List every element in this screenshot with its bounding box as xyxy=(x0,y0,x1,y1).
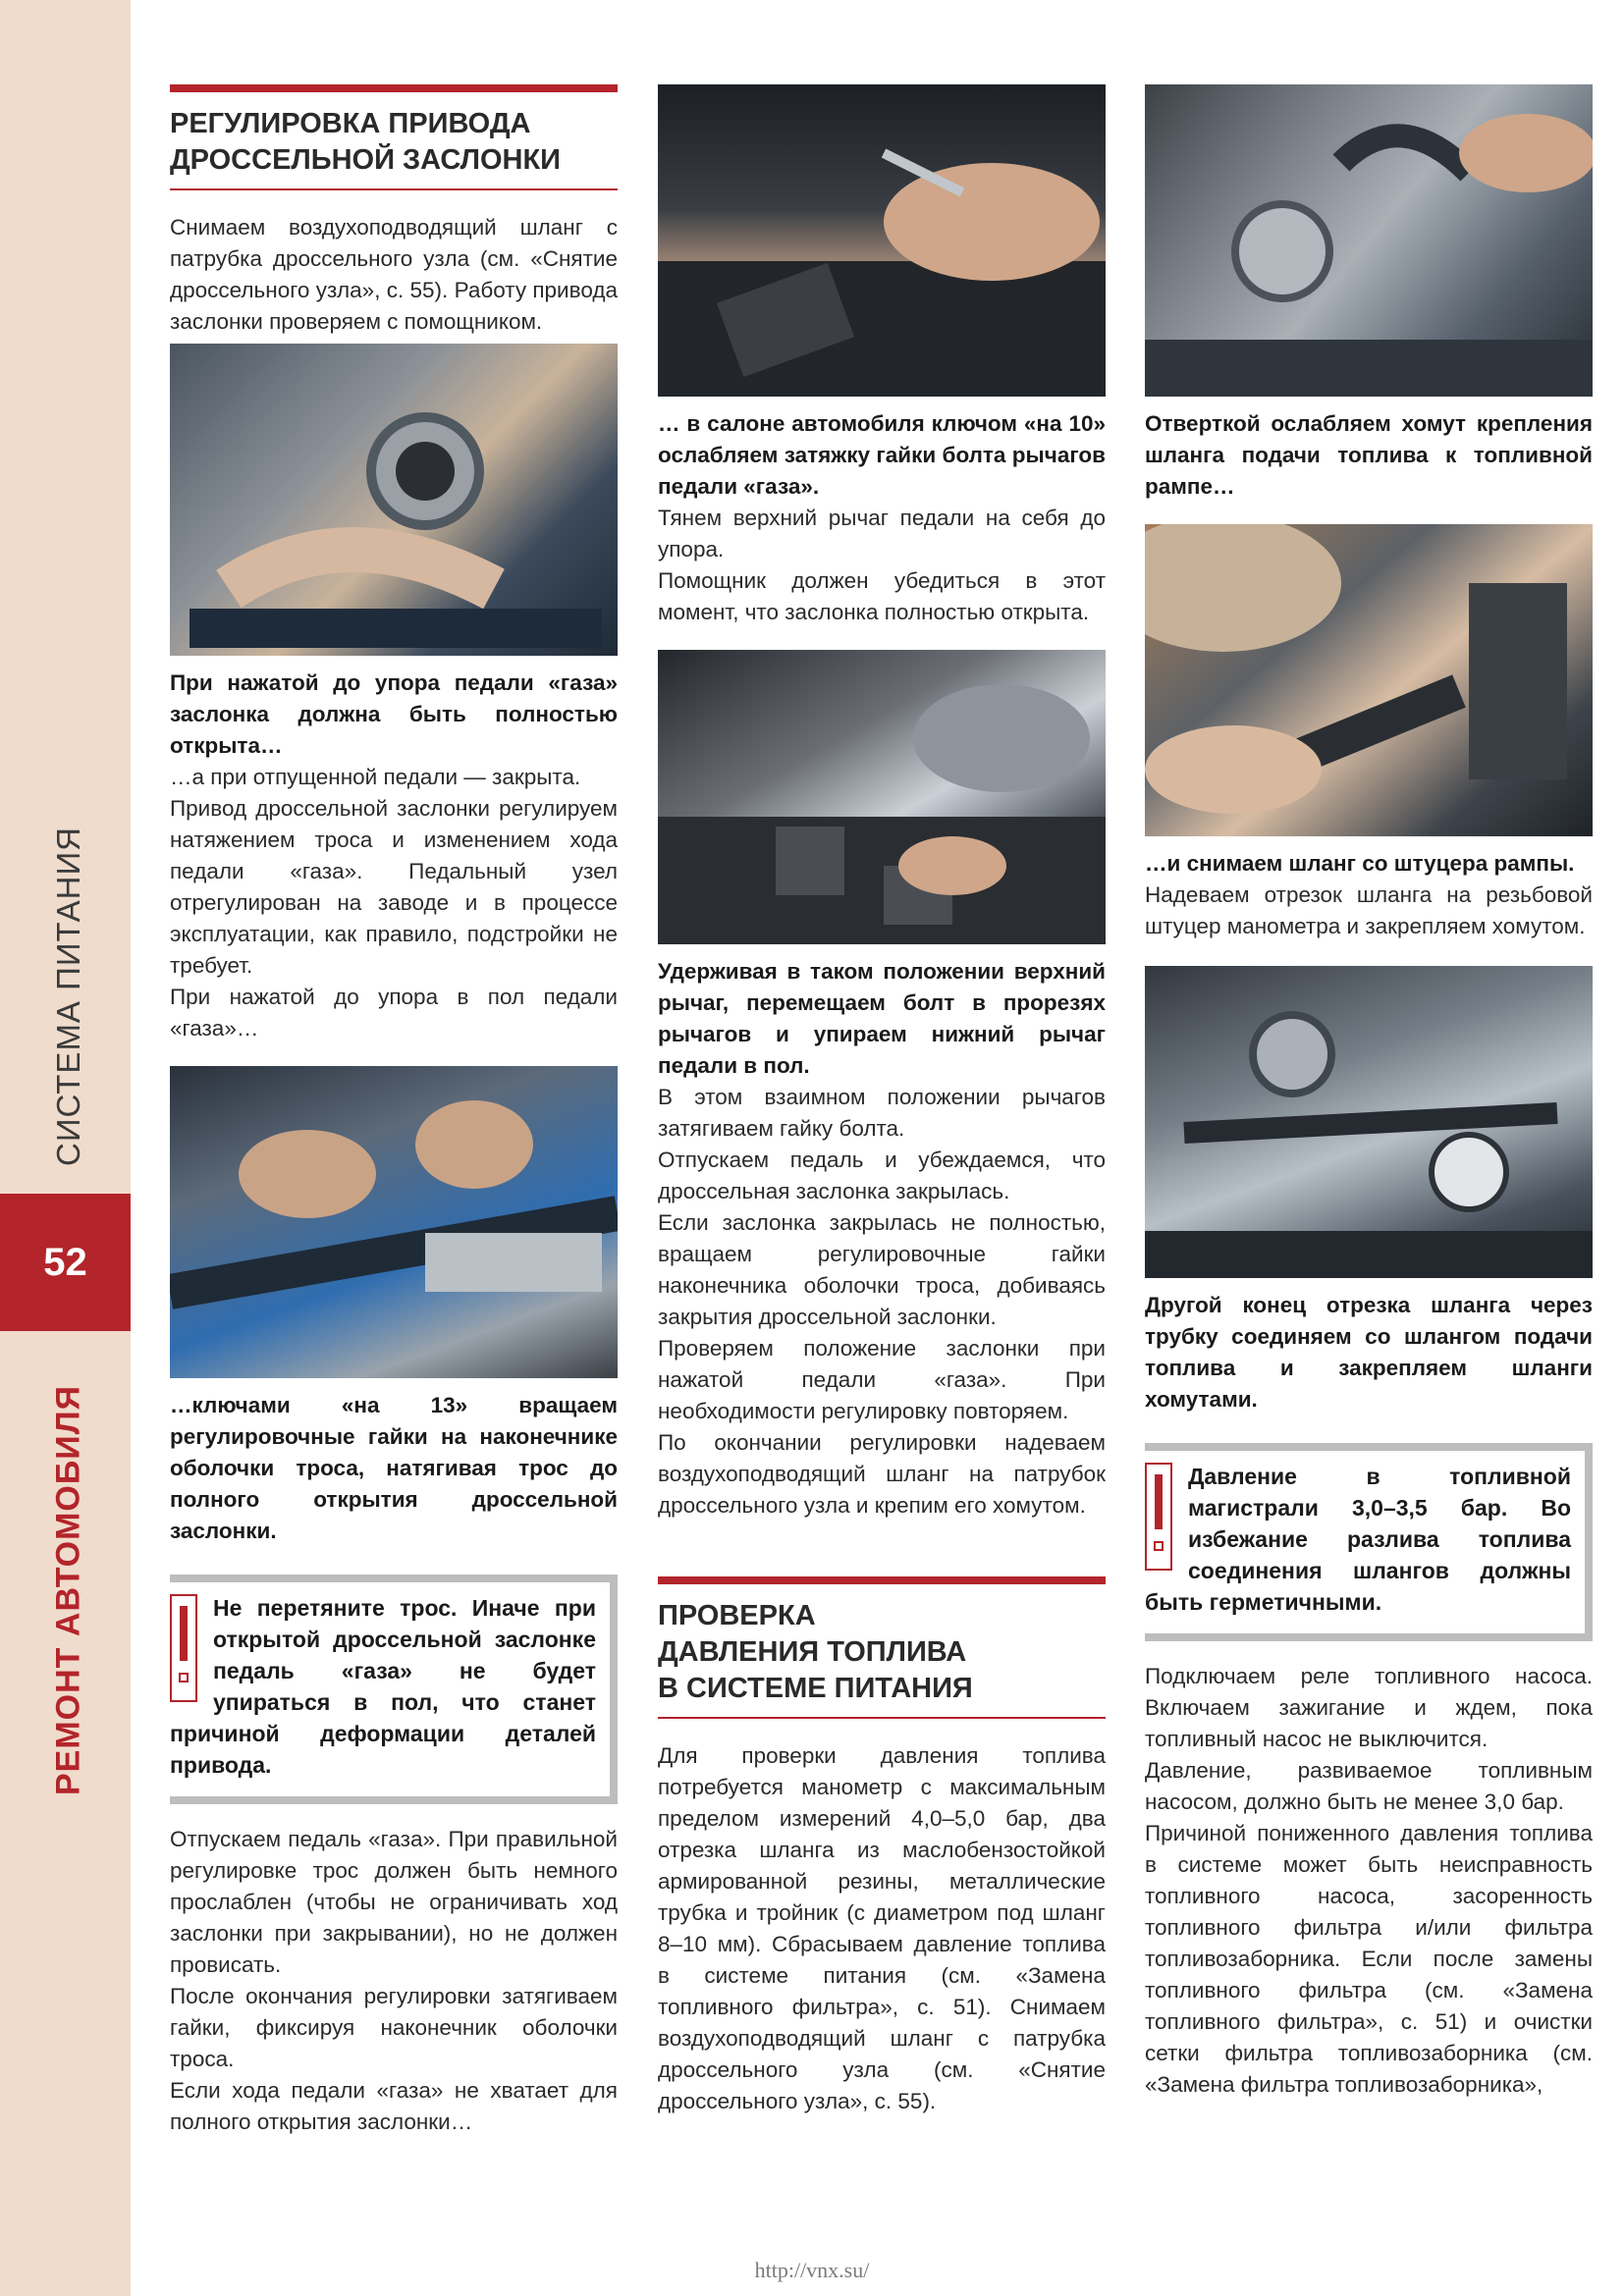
footer-url[interactable]: http://vnx.su/ xyxy=(754,2258,870,2282)
intro-text: Снимаем воздухоподводящий шланг с патрубка дроссельного узла (см. «Снятие дроссельного узла», с. 55). Работу привода заслонки проверяем с помощником. xyxy=(170,215,618,334)
photo-cable-adjust xyxy=(170,1066,618,1378)
caption-text: При нажатой до упора в пол педали «газа»… xyxy=(170,985,618,1041)
heading-throttle xyxy=(170,84,618,190)
caption-hold-lever: Удерживая в таком положении верхний рычаг, перемещаем болт в прорезях рычагов и упираем нижний рычаг педали в пол. xyxy=(658,959,1106,1078)
section-title-text: СИСТЕМА ПИТАНИЯ xyxy=(50,826,86,1167)
photo-pedal-wrench xyxy=(658,84,1106,397)
heading-line: В СИСТЕМЕ ПИТАНИЯ xyxy=(658,1673,973,1704)
heading-line: ПРОВЕРКА xyxy=(658,1600,816,1631)
caption-pedal-pressed: При нажатой до упора педали «газа» заслонка должна быть полностью открыта… xyxy=(170,670,618,758)
column-1 xyxy=(170,84,618,2138)
caption-screwdriver: Отверткой ослабляем хомут крепления шланга подачи топлива к топливной рампе… xyxy=(1145,411,1593,499)
photo-screwdriver-clamp xyxy=(1145,84,1593,397)
caption-text: Помощник должен убедиться в этот момент, что заслонка полностью открыта. xyxy=(658,568,1106,624)
photo-throttle-body xyxy=(170,344,618,656)
caption-remove-hose: …и снимаем шланг со штуцера рампы. xyxy=(1145,851,1575,876)
photo-pedal-levers xyxy=(658,650,1106,944)
caption-text: Проверяем положение заслонки при нажатой педали «газа». При необходимости регулировку повторяем. xyxy=(658,1336,1106,1423)
caption-key-10: … в салоне автомобиля ключом «на 10» ослабляем затяжку гайки болта рычагов педали «газа». xyxy=(658,411,1106,499)
column-2 xyxy=(658,84,1106,2117)
body-text: Подключаем реле топливного насоса. Включаем зажигание и ждем, пока топливный насос не выключится. xyxy=(1145,1664,1593,1751)
heading-fuel-pressure xyxy=(658,1576,1106,1719)
column-3 xyxy=(1145,84,1593,2101)
body-text: Отпускаем педаль «газа». При правильной регулировке трос должен быть немного прослаблен (чтобы не ограничивать ход заслонки при закрывании), но не должен провисать. xyxy=(170,1827,618,1977)
body-text: Если хода педали «газа» не хватает для полного открытия заслонки… xyxy=(170,2078,618,2134)
body-text: Причиной пониженного давления топлива в системе может быть неисправность топливного насоса, засоренность топливного фильтра и/или фильтра топливозаборника. Если после замены топливного фильтра (см. «Замена топливного фильтра», с. 51) и очистки сетки фильтра топливозаборника (см. «Замена фильтра топливозаборника», xyxy=(1145,1821,1593,2097)
warning-text: Давление в топливной магистрали 3,0–3,5 бар. Во избежание разлива топлива соединения шлангов должны быть герметичными. xyxy=(1145,1464,1571,1615)
heading-line: ДАВЛЕНИЯ ТОПЛИВА xyxy=(658,1636,967,1668)
body-text: После окончания регулировки затягиваем гайки, фиксируя наконечник оболочки троса. xyxy=(170,1984,618,2071)
heading-line: РЕГУЛИРОВКА ПРИВОДА xyxy=(170,108,531,139)
sidebar xyxy=(0,0,131,2296)
caption-connect-hose: Другой конец отрезка шланга через трубку соединяем со шлангом подачи топлива и закрепляем шланги хомутами. xyxy=(1145,1293,1593,1412)
page-number-text: 52 xyxy=(43,1240,87,1284)
caption-text: Отпускаем педаль и убеждаемся, что дроссельная заслонка закрылась. xyxy=(658,1148,1106,1203)
caption-text: В этом взаимном положении рычагов затягиваем гайку болта. xyxy=(658,1085,1106,1141)
caption-text: Тянем верхний рычаг педали на себя до упора. xyxy=(658,506,1106,561)
warning-icon xyxy=(170,1594,199,1704)
warning-icon xyxy=(1145,1463,1174,1573)
body-text: Давление, развиваемое топливным насосом, должно быть не менее 3,0 бар. xyxy=(1145,1758,1593,1814)
section-title xyxy=(20,800,118,1193)
page-number xyxy=(0,1194,131,1331)
book-title xyxy=(20,1355,118,1826)
photo-manometer xyxy=(1145,966,1593,1278)
caption-keys-13: …ключами «на 13» вращаем регулировочные гайки на наконечнике оболочки троса, натягивая трос до полного открытия дроссельной заслонки. xyxy=(170,1393,618,1543)
photo-hose-removal xyxy=(1145,524,1593,836)
warning-text: Не перетяните трос. Иначе при открытой дроссельной заслонке педаль «газа» не будет упираться в пол, что станет причиной деформации деталей привода. xyxy=(170,1595,596,1778)
caption-text: …а при отпущенной педали — закрыта. xyxy=(170,765,581,789)
body-text: Для проверки давления топлива потребуется манометр с максимальным пределом измерений 4,0–5,0 бар, два отрезка шланга из маслобензостойкой армированной резины, металлические трубка и тройник (с диаметром под шланг 8–10 мм). Сбрасываем давление топлива в системе питания (см. «Замена топливного фильтра», с. 51). Снимаем воздухоподводящий шланг с патрубка дроссельного узла (см. «Снятие дроссельного узла», с. 55). xyxy=(658,1743,1106,2113)
caption-text: Привод дроссельной заслонки регулируем натяжением троса и изменением хода педали «газа». Педальный узел отрегулирован на заводе и в процессе эксплуатации, как правило, подстройки не требует. xyxy=(170,796,618,978)
warning-box xyxy=(1145,1443,1593,1641)
book-title-text: РЕМОНТ АВТОМОБИЛЯ xyxy=(49,1384,87,1796)
caption-text: Если заслонка закрылась не полностью, вращаем регулировочные гайки наконечника оболочки троса, добиваясь закрытия дроссельной заслонки. xyxy=(658,1210,1106,1329)
caption-text: По окончании регулировки надеваем воздухоподводящий шланг на патрубок дроссельного узла и крепим его хомутом. xyxy=(658,1430,1106,1518)
warning-box xyxy=(170,1575,618,1804)
heading-line: ДРОССЕЛЬНОЙ ЗАСЛОНКИ xyxy=(170,144,561,176)
caption-text: Надеваем отрезок шланга на резьбовой штуцер манометра и закрепляем хомутом. xyxy=(1145,882,1593,938)
